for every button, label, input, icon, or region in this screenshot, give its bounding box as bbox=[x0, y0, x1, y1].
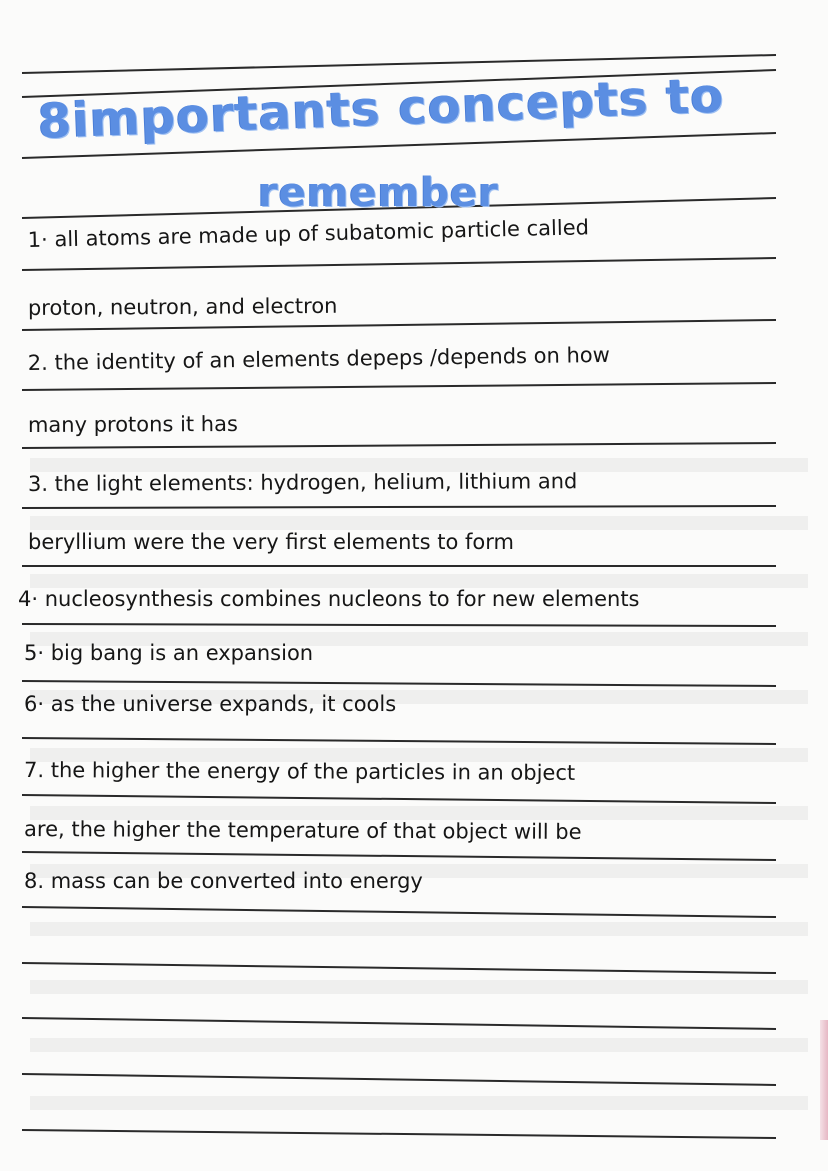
note-line: beryllium were the very first elements to form bbox=[28, 530, 514, 554]
ruled-line bbox=[22, 738, 776, 744]
note-line: 8. mass can be converted into energy bbox=[24, 869, 423, 893]
ruled-line bbox=[22, 852, 776, 860]
ruled-line bbox=[22, 907, 776, 917]
note-line: 3. the light elements: hydrogen, helium, lithium and bbox=[27, 469, 578, 496]
note-line: 2. the identity of an elements depeps /depends on how bbox=[27, 342, 611, 375]
note-line: 1· all atoms are made up of subatomic particle called bbox=[27, 215, 590, 252]
note-line: 6· as the universe expands, it cools bbox=[24, 692, 397, 716]
ruled-line bbox=[22, 681, 776, 686]
note-line: are, the higher the temperature of that object will be bbox=[24, 817, 582, 844]
page-title-line-2: remember bbox=[258, 170, 499, 216]
note-line: many protons it has bbox=[27, 411, 238, 437]
page-title-line-1: 8importants concepts to bbox=[36, 67, 726, 150]
note-line: 4· nucleosynthesis combines nucleons to for new elements bbox=[18, 587, 640, 611]
ruled-line bbox=[22, 506, 776, 508]
ruled-line bbox=[22, 1074, 776, 1085]
note-line: proton, neutron, and electron bbox=[27, 293, 338, 320]
ruled-line bbox=[22, 383, 776, 390]
ruled-line bbox=[22, 963, 776, 973]
ruled-line bbox=[22, 1018, 776, 1029]
ruled-line bbox=[22, 320, 776, 330]
note-line: 7. the higher the energy of the particles in an object bbox=[24, 758, 576, 785]
ruled-line bbox=[22, 258, 776, 270]
ruled-line bbox=[22, 443, 776, 448]
ruled-line bbox=[22, 1130, 776, 1138]
note-line: 5· big bang is an expansion bbox=[24, 641, 314, 665]
ruled-line bbox=[22, 795, 776, 803]
ruled-line bbox=[22, 624, 776, 626]
